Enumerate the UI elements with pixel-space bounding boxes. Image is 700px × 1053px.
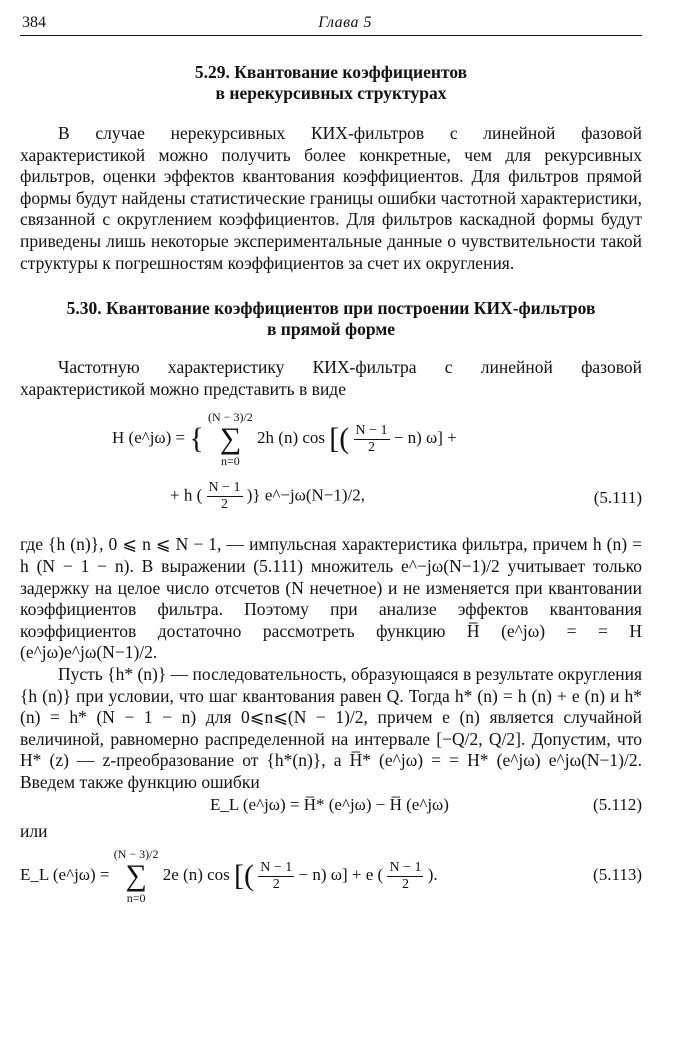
eq113-frac-den: 2	[272, 876, 280, 892]
eq113-end: ).	[427, 864, 438, 884]
equation-5-113	[20, 843, 642, 917]
equation-5-111-line1	[112, 410, 457, 468]
paragraph-let: Пусть {h* (n)} — последовательность, образующаяся в результате округления {h (n)} при условии, что шаг квантования равен Q. Тогда h* (n) = h (n) + e (n) и h* (n) = h* (N − 1 − n) для 0⩽n⩽(N − 1)/2, причем e (n) является случайной величиной, равномерно распределенной на интервале [−Q/2, Q/2]. Допустим, что H* (z) — z-преобразование от {h*(n)}, а H̅* (e^jω) = = H* (e^jω) e^jω(N−1)/2. Введем также функцию ошибки	[20, 663, 642, 792]
eq111-lower-limit: n=0	[221, 454, 240, 469]
eq111-fraction-2	[207, 480, 243, 513]
section-530-title	[20, 298, 642, 340]
eq113-frac-num: N − 1	[260, 859, 293, 875]
book-page	[20, 14, 642, 917]
sigma-symbol: ∑	[219, 422, 242, 456]
eq111-frac-den: 2	[368, 439, 376, 455]
eq113-frac2-num: N − 1	[389, 859, 422, 875]
equation-number-5-111: (5.111)	[593, 488, 642, 508]
eq113-fraction-2	[387, 860, 423, 893]
eq111-frac2-num: N − 1	[208, 480, 241, 496]
equation-5-111	[20, 404, 642, 522]
page-header	[20, 14, 642, 36]
section-529-title-line2: в нерекурсивных структурах	[215, 83, 447, 103]
eq113-lhs: E_L (e^jω) =	[20, 864, 110, 884]
eq111-frac2-den: 2	[221, 497, 228, 513]
eq113-upper-limit: (N − 3)/2	[113, 847, 159, 862]
equation-5-111-line2	[170, 480, 365, 513]
eq111-upper-limit: (N − 3)/2	[208, 410, 253, 425]
eq111-term1-tail: − n) ω] +	[393, 428, 457, 448]
eq113-fraction	[258, 860, 294, 893]
equation-number-5-112: (5.112)	[593, 795, 642, 815]
eq111-term1: 2h (n) cos	[257, 428, 326, 448]
eq111-line2-tail: )} e^−jω(N−1)/2,	[246, 485, 366, 505]
eq111-open-bracket: [(	[329, 422, 350, 456]
equation-number-5-113: (5.113)	[593, 865, 642, 885]
running-title: Глава 5	[318, 14, 372, 31]
eq113-frac2-den: 2	[401, 876, 409, 892]
section-530-title-line1: 5.30. Квантование коэффициентов при построении КИХ-фильтров	[66, 298, 596, 319]
word-or: или	[20, 821, 48, 842]
eq113-summation	[114, 847, 159, 905]
section-529-paragraph: В случае нерекурсивных КИХ-фильтров с линейной фазовой характеристикой можно получить более конкретные, чем для рекурсивных фильтров, оценки эффектов квантования коэффициентов. Для фильтров прямой формы будут найдены статистические границы ошибки частотной характеристики, связанной с округлением коэффициентов. Для фильтров каскадной формы будут приведены лишь некоторые экспериментальные данные о чувствительности такой структуры к погрешностям коэффициентов за счет их округления.	[20, 123, 642, 273]
equation-5-113-line	[20, 847, 438, 905]
eq111-fraction	[354, 423, 390, 456]
eq113-open-bracket: [(	[234, 859, 255, 893]
eq111-summation	[208, 410, 253, 468]
eq111-frac-num: N − 1	[355, 422, 388, 438]
eq111-line2-prefix: + h (	[170, 485, 203, 505]
eq111-lhs: H (e^jω) =	[112, 428, 186, 448]
section-530-intro: Частотную характеристику КИХ-фильтра с линейной фазовой характеристикой можно представить в виде	[20, 357, 642, 399]
equation-5-112	[20, 795, 642, 819]
section-529-title	[20, 62, 642, 104]
eq113-lower-limit: n=0	[126, 891, 146, 906]
sigma-symbol-2: ∑	[125, 859, 147, 893]
page-number: 384	[22, 14, 46, 31]
eq113-term1: 2e (n) cos	[162, 864, 230, 884]
paragraph-after-5-111: где {h (n)}, 0 ⩽ n ⩽ N − 1, — импульсная характеристика фильтра, причем h (n) = h (N − 1 − n). В выражении (5.111) множитель e^−jω(N−1)/2 учитывает только задержку на целое число отсчетов (N нечетное) и не изменяется при квантовании коэффициентов фильтра. Поэтому при анализе эффектов квантования коэффициентов достаточно рассмотреть функцию H̅ (e^jω) = = H (e^jω)e^jω(N−1)/2.	[20, 534, 642, 663]
eq111-open-brace: {	[189, 422, 204, 456]
eq113-term1-tail: − n) ω] + e (	[298, 864, 384, 884]
eq112-body: E_L (e^jω) = H̅* (e^jω) − H̅ (e^jω)	[210, 795, 449, 815]
section-530-title-line2: в прямой форме	[266, 319, 396, 340]
section-529-title-line1: 5.29. Квантование коэффициентов	[194, 62, 468, 82]
